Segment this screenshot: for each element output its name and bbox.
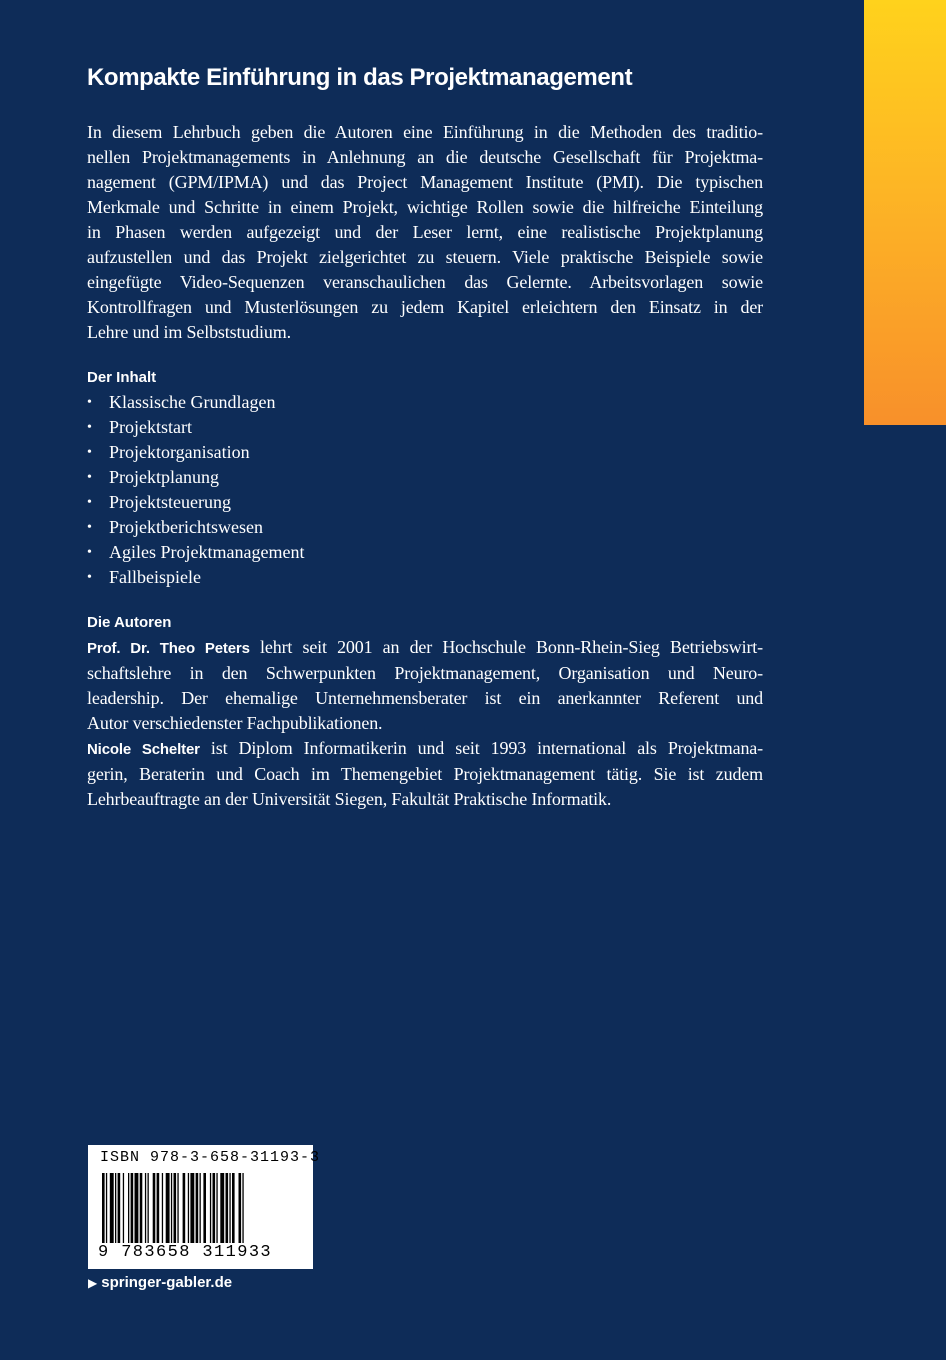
list-item: • Klassische Grundlagen [87, 390, 763, 415]
intro-line: nagement (GPM/IPMA) und das Project Management Institute (PMI). Die typischen [87, 172, 763, 192]
intro-line: In diesem Lehrbuch geben die Autoren eine Einführung in die Methoden des traditio- [87, 122, 763, 142]
author1-line: Autor verschiedenster Fachpublikationen. [87, 713, 383, 733]
intro-line: Kontrollfragen und Musterlösungen zu jedem Kapitel erleichtern den Einsatz in der [87, 297, 763, 317]
isbn-label: ISBN 978-3-658-31193-3 [100, 1149, 321, 1166]
authors-heading: Die Autoren [87, 614, 172, 631]
contents-list [87, 390, 763, 590]
bullet-icon: • [87, 470, 92, 485]
list-item: • Agiles Projektmanagement [87, 540, 763, 565]
list-item: • Projektsteuerung [87, 490, 763, 515]
intro-line: nellen Projektmanagements in Anlehnung an die deutsche Gesellschaft für Projektma- [87, 147, 763, 167]
contents-section [87, 365, 763, 590]
publisher-website[interactable]: ▶ springer-gabler.de [88, 1274, 233, 1291]
intro-line: in Phasen werden aufgezeigt und der Leser lernt, eine realistische Projektplanung [87, 222, 763, 242]
bullet-icon: • [87, 495, 92, 510]
intro-line: aufzustellen und das Projekt zielgerichtet zu steuern. Viele praktische Beispiele sowie [87, 247, 763, 267]
book-title: Kompakte Einführung in das Projektmanagement [87, 64, 633, 91]
barcode-bars [100, 1173, 300, 1243]
author2-line: Nicole Schelter ist Diplom Informatikerin und seit 1993 international als Projektmana- [87, 738, 763, 758]
bullet-icon: • [87, 570, 92, 585]
arrow-right-icon: ▶ [88, 1276, 98, 1290]
intro-line: eingefügte Video-Sequenzen veranschaulichen das Gelernte. Arbeitsvorlagen sowie [87, 272, 763, 292]
bullet-icon: • [87, 420, 92, 435]
back-cover-content [87, 62, 763, 812]
intro-line: Merkmale und Schritte in einem Projekt, wichtige Rollen sowie die hilfreiche Einteilung [87, 197, 763, 217]
barcode-digits: 9 783658 311933 [98, 1243, 273, 1262]
author2-name: Nicole Schelter [87, 741, 200, 758]
author2-line: Lehrbeauftragte an der Universität Siegen, Fakultät Praktische Informatik. [87, 789, 612, 809]
bullet-icon: • [87, 520, 92, 535]
intro-paragraph [87, 120, 763, 345]
bullet-icon: • [87, 445, 92, 460]
list-item: • Projektberichtswesen [87, 515, 763, 540]
author1-line: leadership. Der ehemalige Unternehmensberater ist ein anerkannter Referent und [87, 688, 763, 708]
contents-heading: Der Inhalt [87, 369, 157, 386]
list-item: • Projektstart [87, 415, 763, 440]
list-item: • Fallbeispiele [87, 565, 763, 590]
isbn-barcode [88, 1145, 321, 1269]
author2-line: gerin, Beraterin und Coach im Themengebiet Projektmanagement tätig. Sie ist zudem [87, 764, 763, 784]
author1-line: schaftslehre in den Schwerpunkten Projektmanagement, Organisation und Neuro- [87, 663, 763, 683]
list-item: • Projektorganisation [87, 440, 763, 465]
intro-line: Lehre und im Selbststudium. [87, 322, 291, 342]
author1-bio [87, 635, 763, 736]
authors-section [87, 610, 763, 812]
author1-line: Prof. Dr. Theo Peters lehrt seit 2001 an der Hochschule Bonn-Rhein-Sieg Betriebswirt- [87, 637, 763, 657]
author1-name: Prof. Dr. Theo Peters [87, 640, 250, 657]
author2-bio [87, 736, 763, 812]
list-item: • Projektplanung [87, 465, 763, 490]
orange-accent-bar [864, 0, 946, 425]
bullet-icon: • [87, 545, 92, 560]
bullet-icon: • [87, 395, 92, 410]
